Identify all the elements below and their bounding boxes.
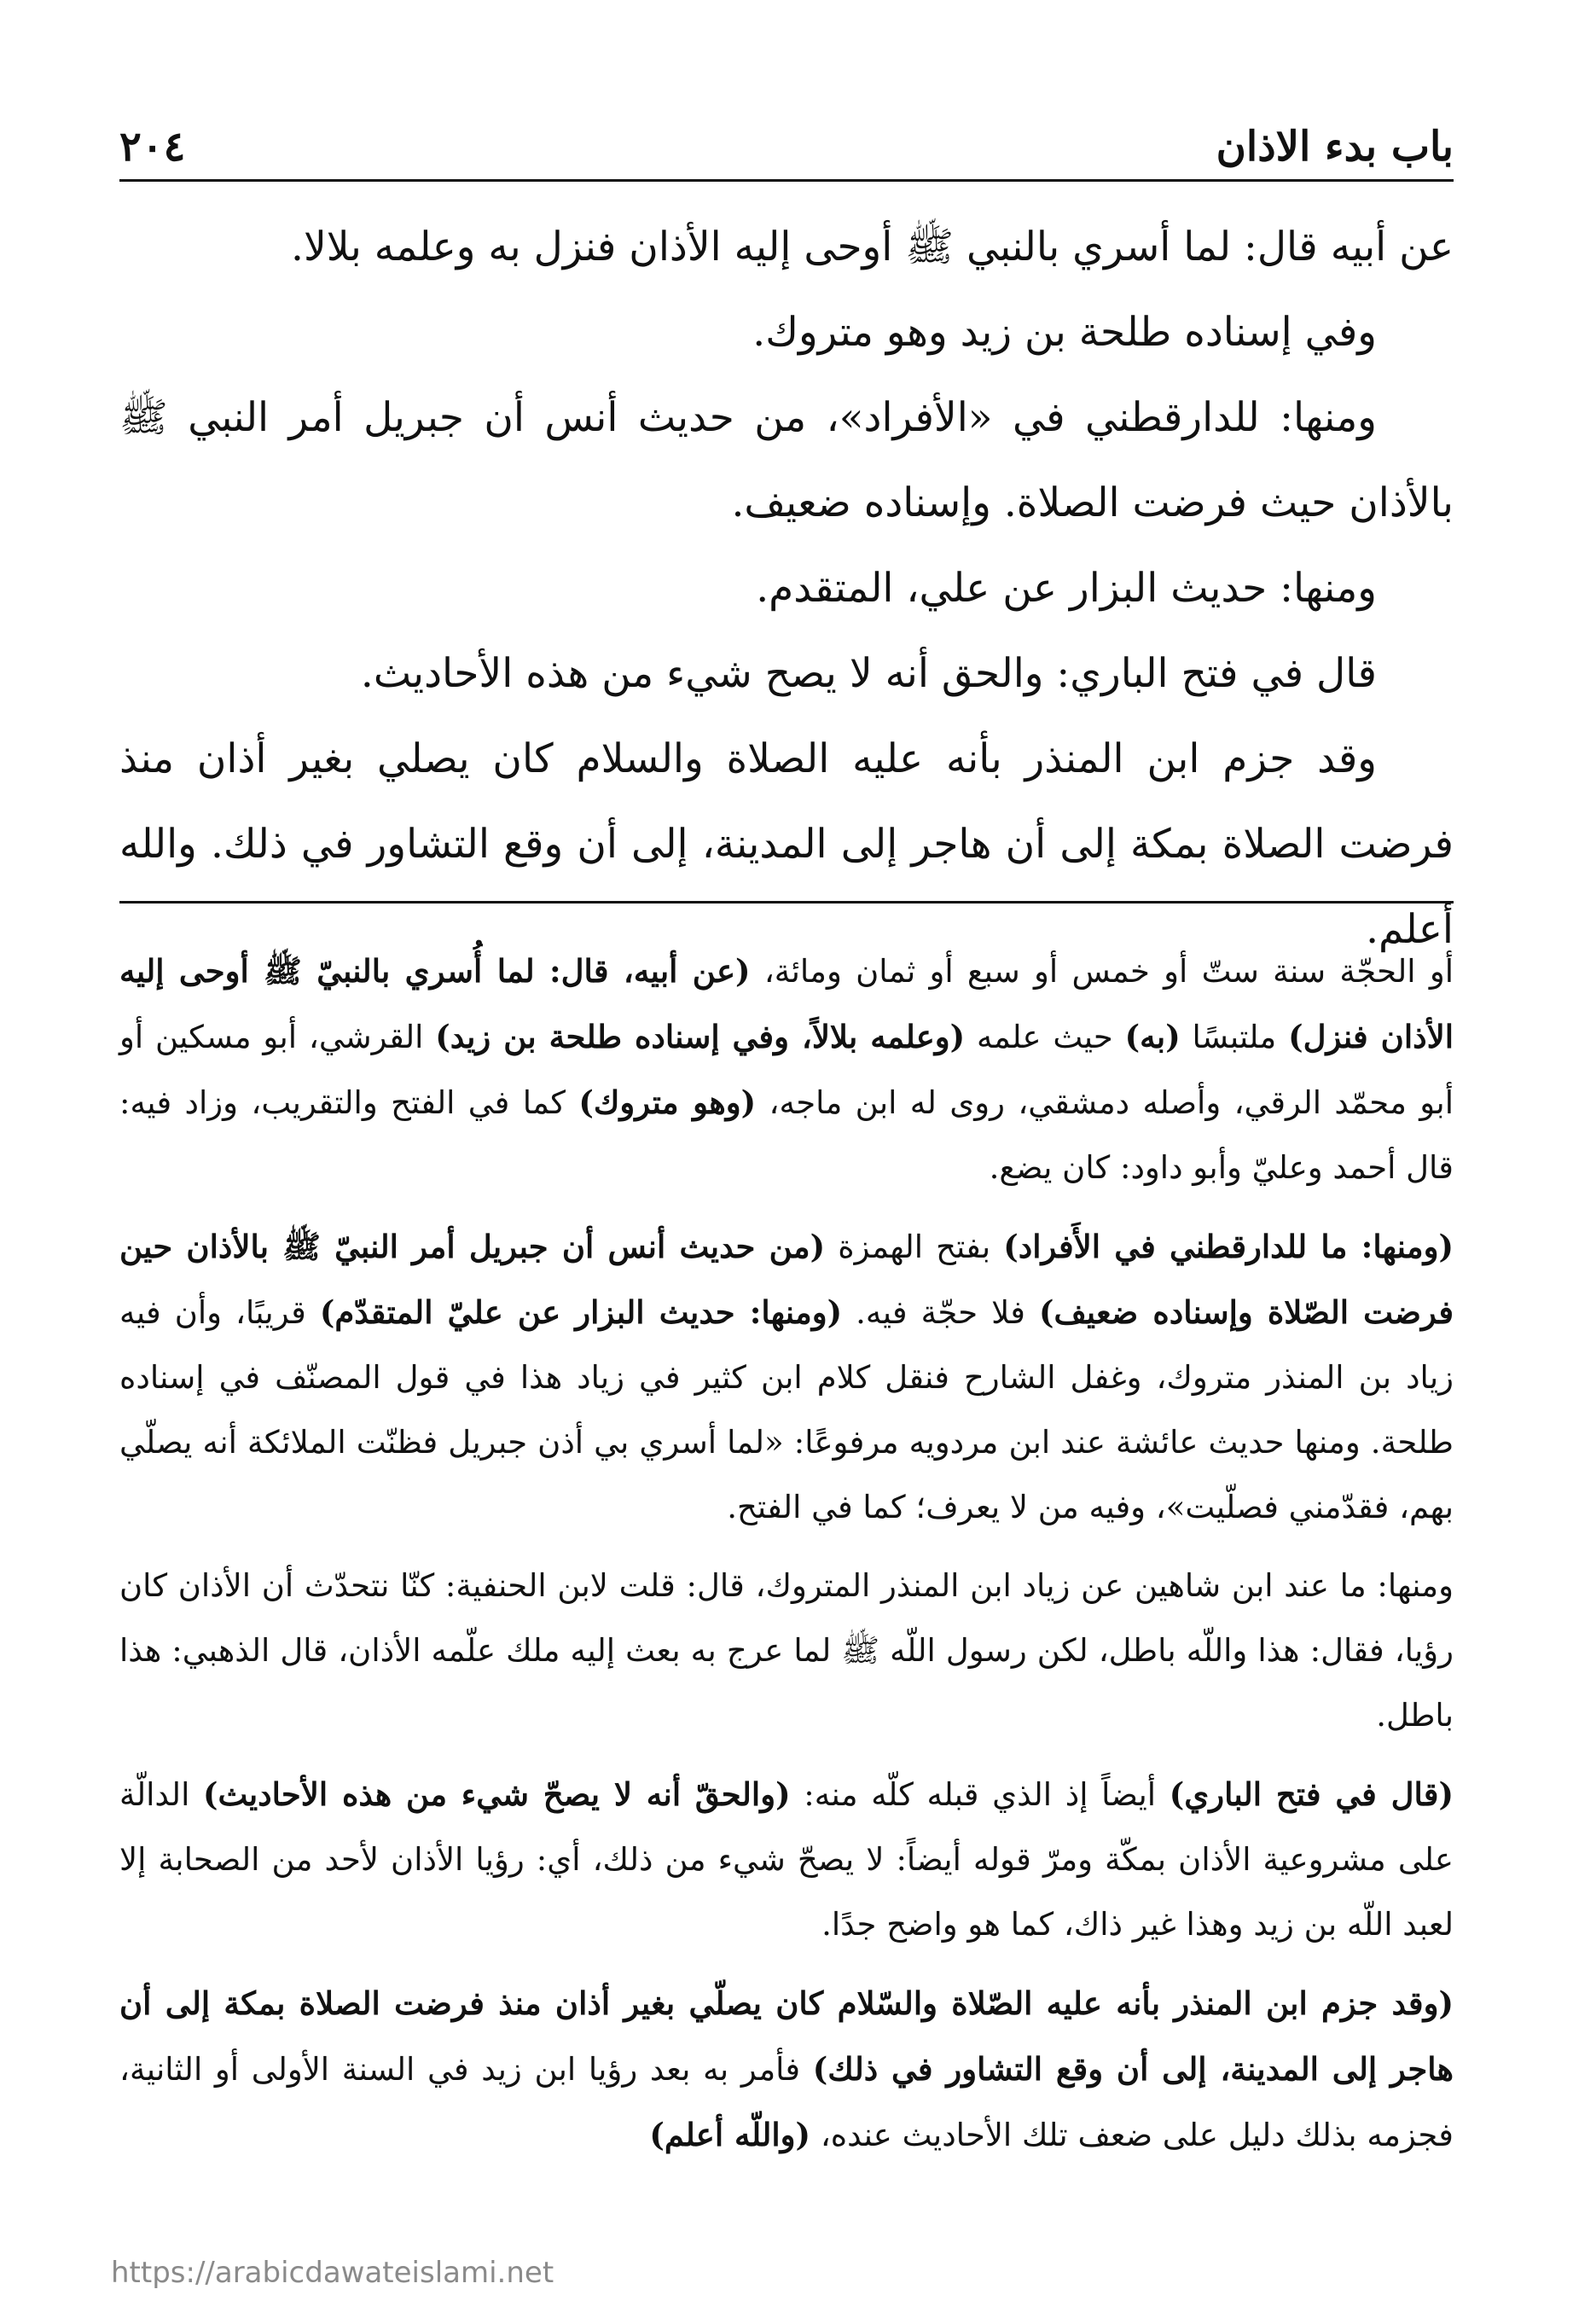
quoted-matn: (قال في فتح الباري) (1169, 1775, 1454, 1813)
commentary-run: قريبًا، وأن فيه زياد بن المنذر متروك، وغفل الشارح فنقل كلام ابن كثير في زياد هذا في قول المصنّف في إسناده طلحة. ومنها حديث عائشة عند ابن مردويه مرفوعًا: «لما أسري بي أذن جبريل فظنّت الملائكة أنه يصلّي بهم، فقدّمني فصلّيت»، وفيه من لا يعرف؛ كما في الفتح. (119, 1294, 1454, 1525)
commentary-run: أيضاً إذ الذي قبله كلّه منه: (790, 1776, 1170, 1813)
commentary-divider (119, 901, 1454, 903)
quoted-matn: (ومنها: حديث البزار عن عليّ المتقدّم) (319, 1293, 843, 1331)
commentary-run: فأمر به بعد رؤيا ابن زيد في السنة الأولى أو الثانية، فجزمه بذلك دليل على ضعف تلك الأحاديث عنده، (119, 2051, 1454, 2153)
watermark-url: https://arabicdawateislami.net (111, 2256, 554, 2290)
quoted-matn: (وعلمه بلالاً، وفي إسناده طلحة بن زيد) (435, 1018, 966, 1055)
commentary-run: حيث علمه (965, 1019, 1125, 1055)
commentary-run: الدالّة على مشروعية الأذان بمكّة ومرّ قوله أيضاً: لا يصحّ شيء من ذلك، أي: رؤيا الأذان لأحد من الصحابة إلا لعبد اللّه بن زيد وهذا غير ذاك، كما هو واضح جدًا. (119, 1776, 1454, 1943)
header-divider (119, 179, 1454, 182)
commentary-paragraph (119, 1971, 1454, 2168)
quoted-matn: (به) (1124, 1018, 1181, 1055)
commentary-paragraph (119, 1554, 1454, 1748)
commentary-paragraph (119, 938, 1454, 1200)
matn-paragraph: وقد جزم ابن المنذر بأنه عليه الصلاة والسلام كان يصلي بغير أذان منذ فرضت الصلاة بمكة إلى أن هاجر إلى المدينة، إلى أن وقع التشاور في ذلك. والله أعلم. (119, 735, 1454, 953)
commentary-text (119, 938, 1454, 2182)
matn-paragraph: ومنها: للدارقطني في «الأفراد»، من حديث أنس أن جبريل أمر النبي ﷺ بالأذان حيث فرضت الصلاة. وإسناده ضعيف. (119, 394, 1454, 526)
commentary-paragraph (119, 1762, 1454, 1957)
commentary-run: فلا حجّة فيه. (842, 1294, 1039, 1331)
commentary-run: القرشي، أبو مسكين أو أبو محمّد الرقي، وأصله دمشقي، روى له ابن ماجه، (119, 1019, 1454, 1121)
page-number: ٢٠٤ (119, 123, 186, 171)
main-text (119, 205, 1454, 973)
commentary-run: ومنها: ما عند ابن شاهين عن زياد ابن المنذر المتروك، قال: قلت لابن الحنفية: كنّا نتحدّث أن الأذان كان رؤيا، فقال: هذا واللّه باطل، لكن رسول اللّه ﷺ لما عرج به بعث إليه ملك علّمه الأذان، قال الذهبي: هذا باطل. (119, 1567, 1454, 1734)
commentary-run: أو الحجّة سنة ستّ أو خمس أو سبع أو ثمان ومائة، (750, 953, 1454, 990)
commentary-paragraph (119, 1214, 1454, 1540)
quoted-matn: (واللّه أعلم) (649, 2116, 811, 2153)
chapter-title: باب بدء الاذان (1216, 123, 1454, 171)
quoted-matn: (وهو متروك) (578, 1084, 757, 1121)
quoted-matn: (عن أبيه، قال: لما أُسري بالنبيّ ﷺ أوحى إليه الأذان فنزل) (119, 952, 1454, 1055)
matn-paragraph: ومنها: حديث البزار عن علي، المتقدم. (756, 565, 1377, 612)
commentary-run: بفتح الهمزة (825, 1229, 1004, 1265)
quoted-matn: (وقد جزم ابن المنذر بأنه عليه الصّلاة والسّلام كان يصلّي بغير أذان منذ فرضت الصلاة بمكة إلى أن هاجر إلى المدينة، إلى أن وقع التشاور في ذلك) (119, 1984, 1454, 2088)
quoted-matn: (من حديث أنس أن جبريل أمر النبيّ ﷺ بالأذان حين فرضت الصّلاة وإسناده ضعيف) (119, 1228, 1454, 1331)
quoted-matn: (والحقّ أنه لا يصحّ شيء من هذه الأحاديث) (203, 1775, 791, 1813)
commentary-run: كما في الفتح والتقريب، وزاد فيه: قال أحمد وعليّ وأبو داود: كان يضع. (119, 1084, 1454, 1186)
matn-paragraph: وفي إسناده طلحة بن زيد وهو متروك. (752, 309, 1377, 356)
quoted-matn: (ومنها: ما للدارقطني في الأَفراد) (1003, 1228, 1454, 1265)
page-header (119, 102, 1454, 171)
matn-paragraph: عن أبيه قال: لما أسري بالنبي ﷺ أوحى إليه الأذان فنزل به وعلمه بلالا. (291, 224, 1454, 270)
commentary-run: ملتبسًا (1180, 1019, 1289, 1055)
matn-paragraph: قال في فتح الباري: والحق أنه لا يصح شيء من هذه الأحاديث. (360, 650, 1377, 697)
